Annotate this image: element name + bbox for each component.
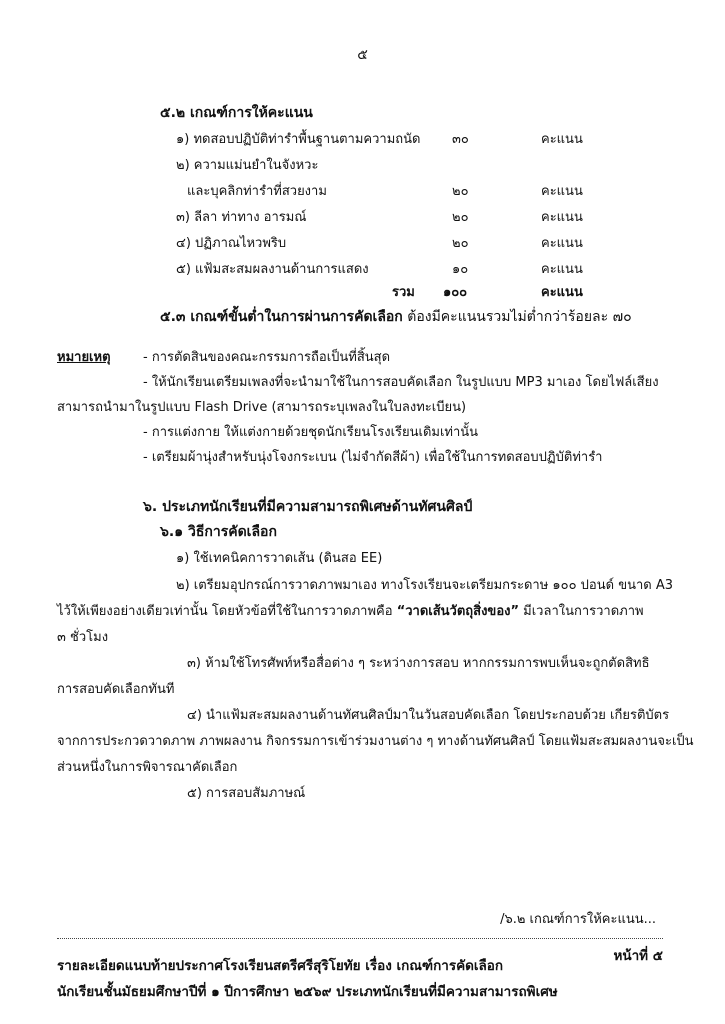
method-item-cont — [57, 600, 644, 621]
score-row-unit: คะแนน — [541, 184, 583, 199]
score-row-unit: คะแนน — [541, 210, 583, 225]
footer-page-label: หน้าที่ ๕ — [613, 948, 663, 964]
score-row-unit: คะแนน — [541, 132, 583, 147]
method-item: ๔) นำแฟ้มสะสมผลงานด้านทัศนศิลป์มาในวันสอบคัดเลือก โดยประกอบด้วย เกียรติบัตร — [187, 708, 670, 723]
total-label: รวม — [392, 285, 415, 300]
footer-divider — [57, 938, 663, 939]
method-text: ไว้ให้เพียงอย่างเดียวเท่านั้น โดยหัวข้อที่ใช้ในการวาดภาพคือ — [57, 604, 397, 619]
method-item: ๒) เตรียมอุปกรณ์การวาดภาพมาเอง ทางโรงเรียนจะเตรียมกระดาษ ๑๐๐ ปอนด์ ขนาด A3 — [176, 578, 674, 593]
score-row-score: ๒๐ — [452, 236, 469, 251]
note-line: - การแต่งกาย ให้แต่งกายด้วยชุดนักเรียนโรงเรียนเดิมเท่านั้น — [143, 425, 479, 440]
method-item: ๕) การสอบสัมภาษณ์ — [187, 786, 306, 801]
section-5-3 — [160, 306, 632, 328]
score-row-label: ๑) ทดสอบปฏิบัติท่ารำพื้นฐานตามความถนัด — [176, 132, 421, 147]
score-row-label: ๕) แฟ้มสะสมผลงานด้านการแสดง — [176, 262, 369, 277]
note-line: - ให้นักเรียนเตรียมเพลงที่จะนำมาใช้ในการสอบคัดเลือก ในรูปแบบ MP3 มาเอง โดยไฟล์เสียง — [143, 375, 659, 390]
total-unit: คะแนน — [541, 285, 583, 300]
continue-marker: /๖.๒ เกณฑ์การให้คะแนน... — [500, 912, 656, 927]
note-line: - การตัดสินของคณะกรรมการถือเป็นที่สิ้นสุด — [143, 350, 391, 365]
method-item-cont: การสอบคัดเลือกทันที — [57, 682, 175, 697]
method-item: ๑) ใช้เทคนิคการวาดเส้น (ดินสอ EE) — [176, 551, 383, 566]
score-row-score: ๓๐ — [452, 132, 469, 147]
note-line: สามารถนำมาในรูปแบบ Flash Drive (สามารถระบุเพลงในใบลงทะเบียน) — [57, 400, 467, 415]
method-text: มีเวลาในการวาดภาพ — [519, 604, 644, 619]
section-6-1-heading: ๖.๑ วิธีการคัดเลือก — [160, 524, 277, 540]
score-row-label: และบุคลิกท่ารำที่สวยงาม — [187, 184, 327, 199]
footer-line: นักเรียนชั้นมัธยมศึกษาปีที่ ๑ ปีการศึกษา ๒๕๖๙ ประเภทนักเรียนที่มีความสามารถพิเศษ — [57, 984, 558, 1000]
note-line: - เตรียมผ้านุ่งสำหรับนุ่งโจงกระเบน (ไม่จำกัดสีผ้า) เพื่อใช้ในการทดสอบปฏิบัติท่ารำ — [143, 450, 603, 465]
note-label: หมายเหตุ — [57, 350, 111, 365]
score-row-score: ๒๐ — [452, 184, 469, 199]
section-5-3-text: ต้องมีคะแนนรวมไม่ต่ำกว่าร้อยละ ๗๐ — [402, 309, 632, 325]
total-score: ๑๐๐ — [443, 285, 468, 300]
method-item-cont: จากการประกวดวาดภาพ ภาพผลงาน กิจกรรมการเข้าร่วมงานต่าง ๆ ทางด้านทัศนศิลป์ โดยแฟ้มสะสมผลงานจะเป็น — [57, 734, 694, 749]
page-number: ๕ — [357, 47, 368, 63]
drawing-topic: “วาดเส้นวัตถุสิ่งของ” — [396, 604, 520, 619]
method-item: ๓) ห้ามใช้โทรศัพท์หรือสื่อต่าง ๆ ระหว่างการสอบ หากกรรมการพบเห็นจะถูกตัดสิทธิ — [187, 656, 650, 671]
score-row-unit: คะแนน — [541, 262, 583, 277]
section-6-heading: ๖. ประเภทนักเรียนที่มีความสามารถพิเศษด้านทัศนศิลป์ — [143, 499, 473, 515]
score-row-unit: คะแนน — [541, 236, 583, 251]
method-item-cont: ๓ ชั่วโมง — [57, 630, 109, 645]
section-5-3-heading: ๕.๓ เกณฑ์ขั้นต่ำในการผ่านการคัดเลือก — [160, 309, 403, 325]
method-item-cont: ส่วนหนึ่งในการพิจารณาคัดเลือก — [57, 760, 238, 775]
section-5-2-heading: ๕.๒ เกณฑ์การให้คะแนน — [160, 105, 313, 121]
score-row-score: ๑๐ — [452, 262, 469, 277]
score-row-label: ๓) ลีลา ท่าทาง อารมณ์ — [176, 210, 307, 225]
footer-line: รายละเอียดแนบท้ายประกาศโรงเรียนสตรีศรีสุริโยทัย เรื่อง เกณฑ์การคัดเลือก — [57, 958, 504, 974]
score-row-score: ๒๐ — [452, 210, 469, 225]
score-row-label: ๒) ความแม่นยำในจังหวะ — [176, 158, 319, 173]
score-row-label: ๔) ปฏิภาณไหวพริบ — [176, 236, 287, 251]
